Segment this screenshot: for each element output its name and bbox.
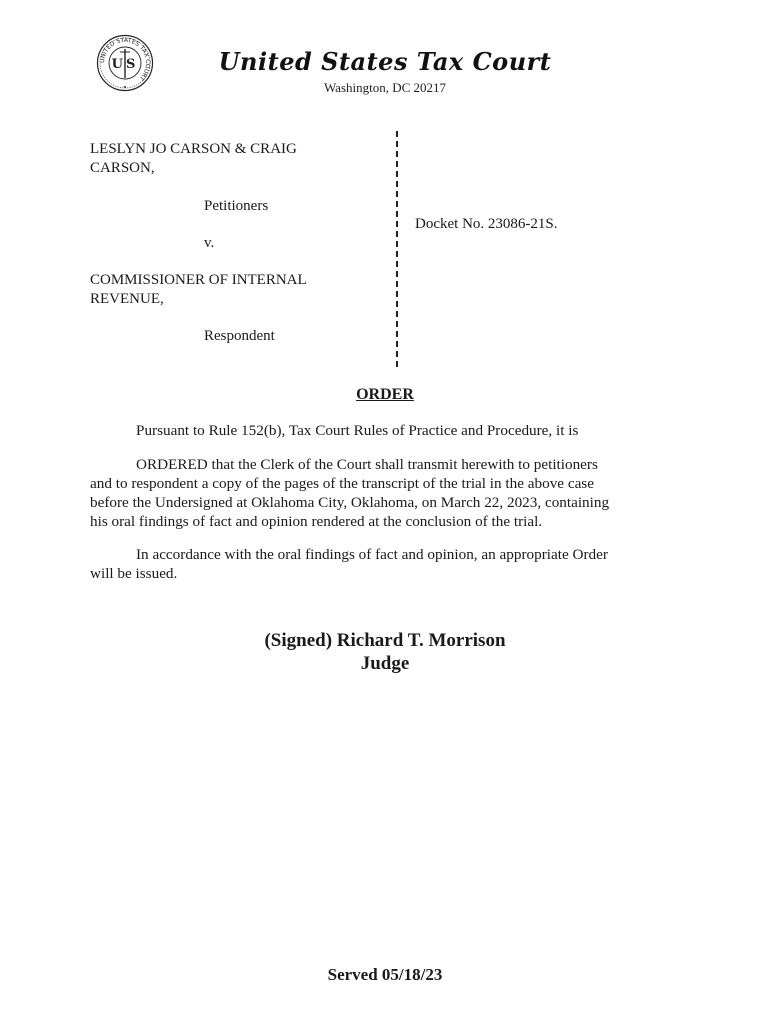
paragraph-line: his oral findings of fact and opinion rendered at the conclusion of the trial. (90, 513, 543, 530)
petitioners-label: Petitioners (204, 198, 269, 214)
judge-signature: (Signed) Richard T. Morrison (264, 630, 506, 651)
paragraph-line: before the Undersigned at Oklahoma City, Oklahoma, on March 22, 2023, containing (90, 494, 610, 511)
paragraph-line: In accordance with the oral findings of fact and opinion, an appropriate Order (136, 546, 608, 563)
order-paragraph-2 (90, 455, 682, 531)
svg-text:UNITED STATES TAX COURT: UNITED STATES TAX COURT (98, 36, 152, 82)
paragraph-line: ORDERED that the Clerk of the Court shall transmit herewith to petitioners (136, 456, 598, 473)
judge-title: Judge (360, 653, 410, 674)
respondent-name-line-1: COMMISSIONER OF INTERNAL (90, 272, 307, 288)
paragraph-line: will be issued. (90, 565, 178, 582)
petitioner-name-line-1: LESLYN JO CARSON & CRAIG (90, 141, 297, 157)
court-name-heading: United States Tax Court (218, 47, 552, 76)
paragraph-line: Pursuant to Rule 152(b), Tax Court Rules of Practice and Procedure, it is (136, 422, 579, 439)
served-date: Served 05/18/23 (327, 965, 443, 984)
paragraph-line: and to respondent a copy of the pages of the transcript of the trial in the above case (90, 475, 594, 492)
respondent-name-line-2: REVENUE, (90, 291, 164, 307)
svg-text:US: US (111, 57, 139, 72)
petitioner-name-line-2: CARSON, (90, 160, 155, 176)
order-paragraph-1 (90, 421, 682, 440)
versus-label: v. (204, 235, 215, 251)
respondent-label: Respondent (204, 328, 275, 344)
order-paragraph-3 (90, 545, 682, 583)
caption-divider (396, 131, 398, 367)
court-address: Washington, DC 20217 (323, 80, 447, 95)
docket-number: Docket No. 23086-21S. (415, 216, 558, 232)
order-heading: ORDER (356, 386, 414, 403)
